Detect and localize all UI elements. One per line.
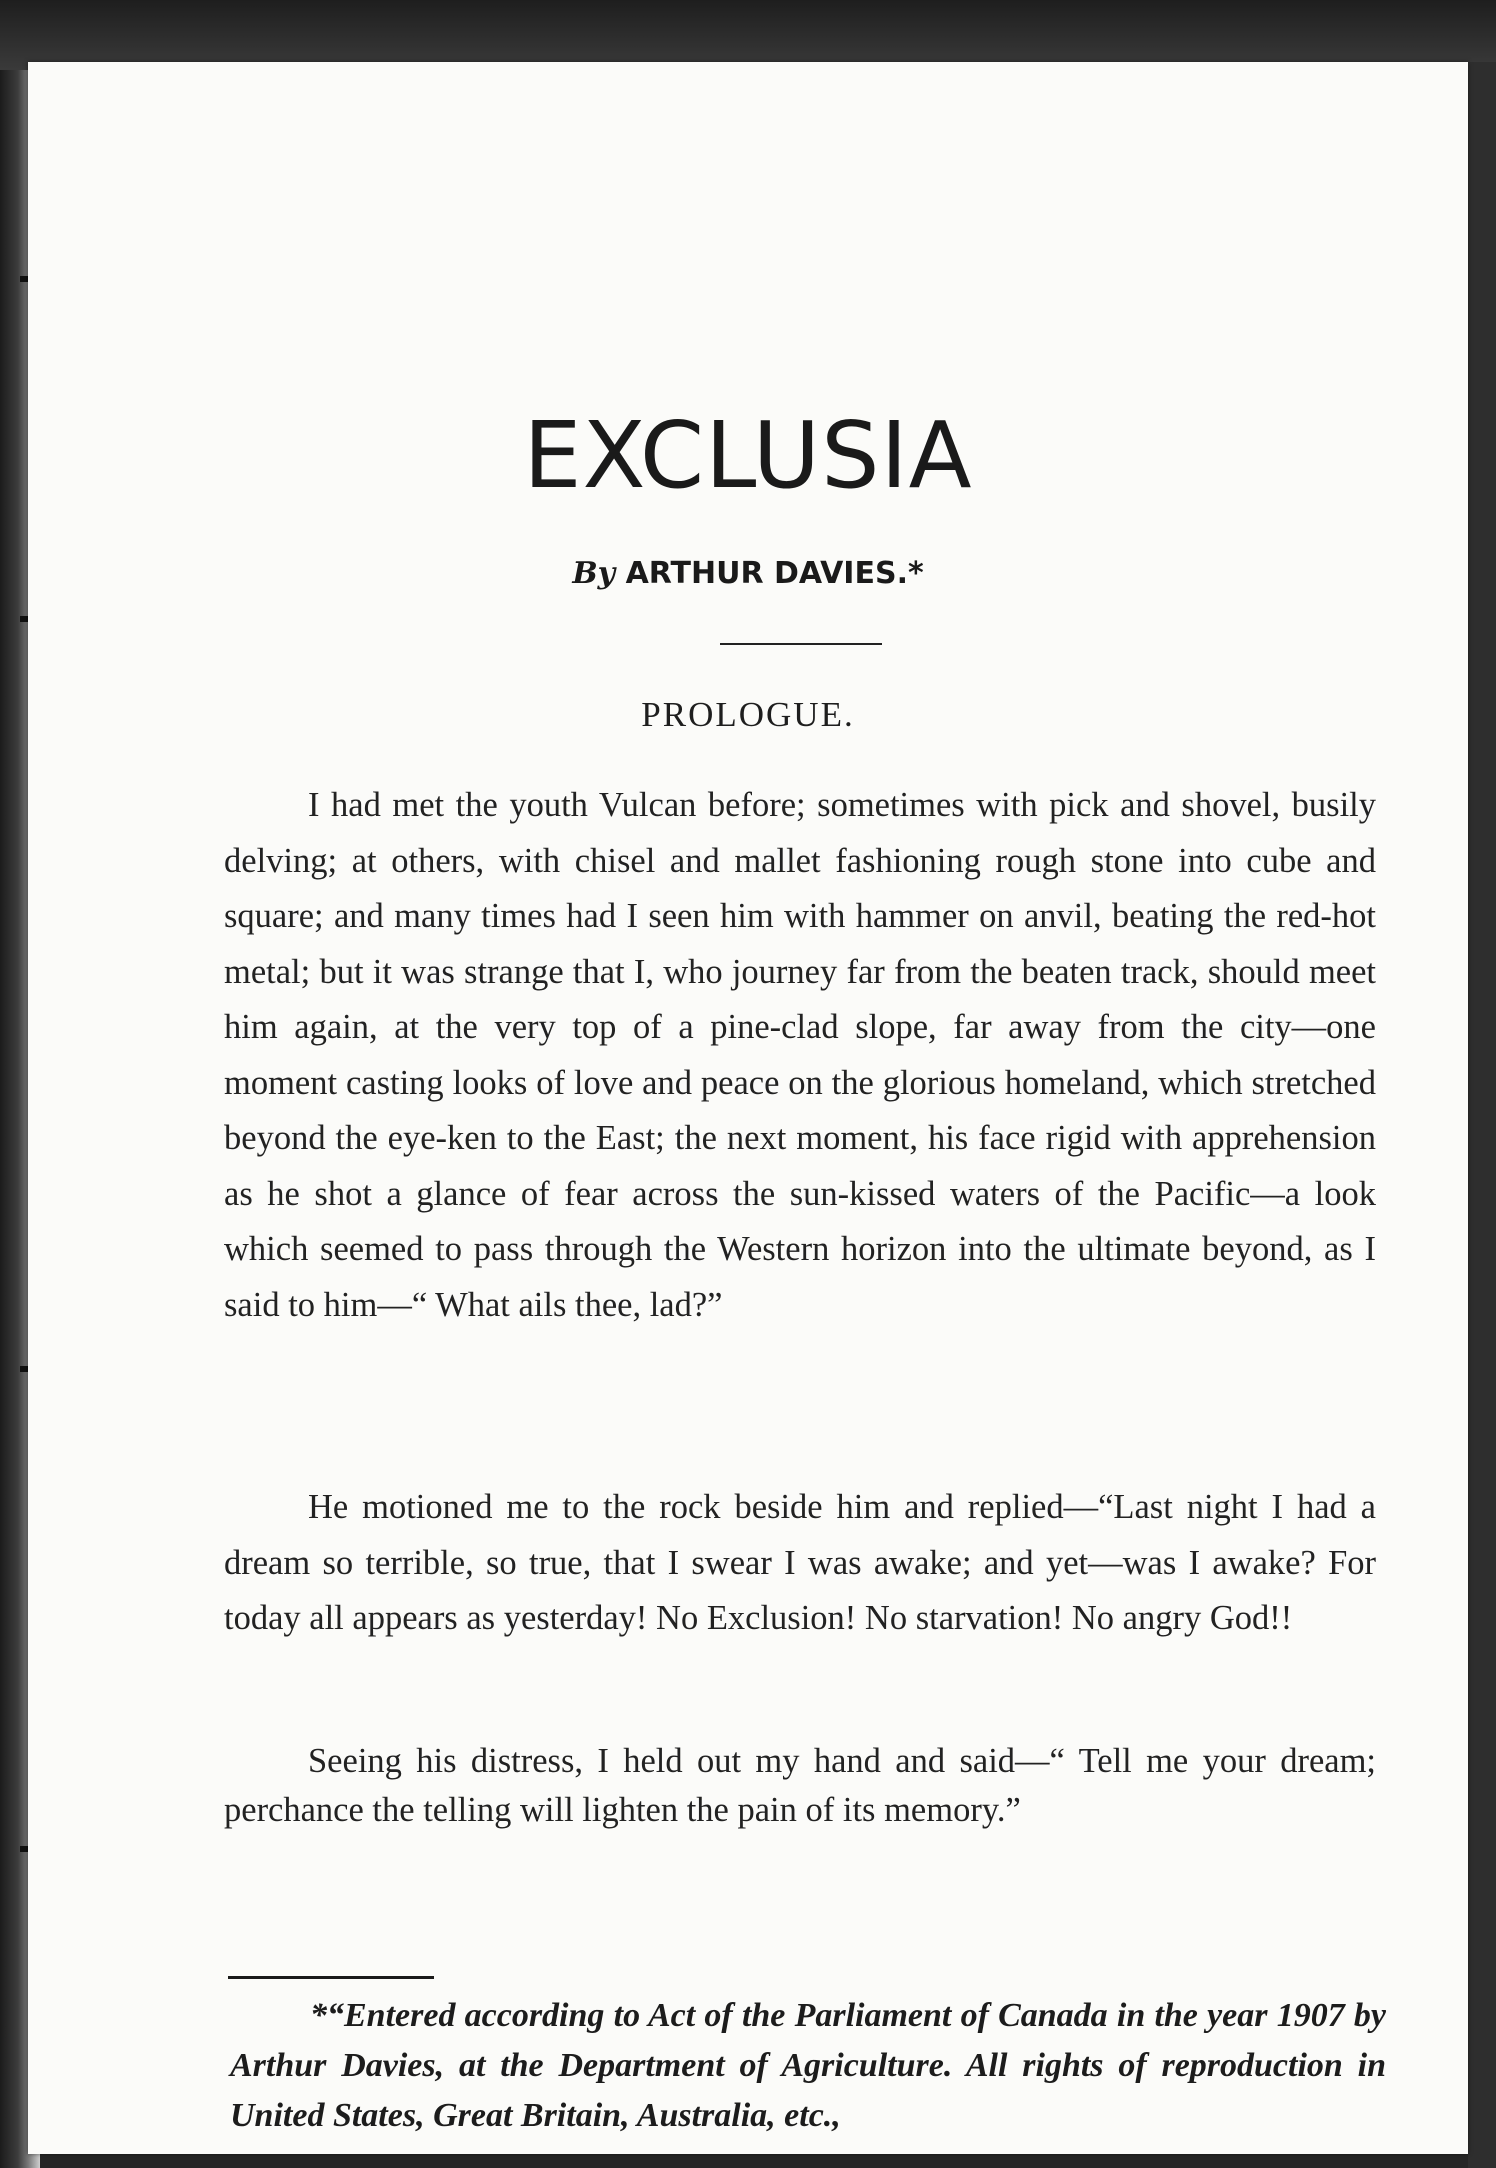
title-divider [720,643,882,645]
byline-prefix: By [572,556,616,591]
document-title: EXCLUSIA [523,402,973,509]
paragraph: Seeing his distress, I held out my hand and said—“ Tell me your dream; perchance the telling will lighten the pain of its memory.” [224,1742,1376,1829]
byline-author: ARTHUR DAVIES.* [625,556,924,591]
author-byline [0,556,1496,591]
scan-right-border [1468,62,1496,2168]
paragraph: I had met the youth Vulcan before; sometimes with pick and shovel, busily delving; at others, with chisel and mallet fashioning rough stone into cube and square; and many times had I seen him with hammer on anvil, beating the red-hot metal; but it was strange that I, who journey far from the beaten track, should meet him again, at the very top of a pine-clad slope, far away from the city—one moment casting looks of love and peace on the glorious homeland, which stretched beyond the eye-ken to the East; the next moment, his face rigid with apprehension as he shot a glance of fear across the sun-kissed waters of the Pacific—a look which seemed to pass through the Western horizon into the ultimate beyond, as I said to him—“ What ails thee, lad?” [224,786,1376,1324]
section-heading: PROLOGUE. [641,695,855,734]
footnote: *“Entered according to Act of the Parliament of Canada in the year 1907 by Arthur Davies, at the Department of Agriculture. All rights of reproduction in United States, Great Britain, Australia, etc., [230,1997,1386,2134]
paragraph: He motioned me to the rock beside him and replied—“Last night I had a dream so terrible, so true, that I swear I was awake; and yet—was I awake? For today all appears as yesterday! No Exclusion! No starvation! No angry God!! [224,1488,1376,1637]
scan-top-border [0,0,1496,70]
footnote-divider [228,1976,434,1979]
